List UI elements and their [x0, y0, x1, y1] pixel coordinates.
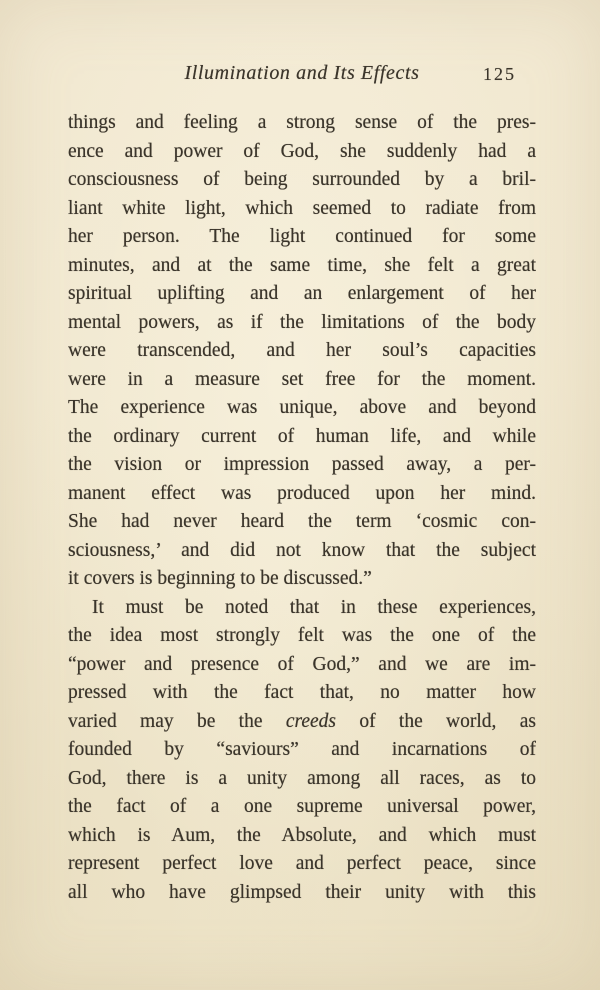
paragraph	[68, 109, 536, 594]
text-segment: “power and presence of God,” and we are im-	[68, 653, 536, 675]
text-segment: minutes, and at the same time, she felt a great	[68, 254, 536, 276]
text-segment: were in a measure set free for the moment.	[68, 368, 536, 390]
page-content	[68, 60, 536, 907]
page-header	[68, 60, 536, 88]
text-segment: It must be noted that in these experiences,	[92, 596, 536, 618]
text-segment: ence and power of God, she suddenly had a	[68, 140, 536, 162]
text-line	[68, 850, 536, 879]
text-segment: sciousness,’ and did not know that the subject	[68, 539, 536, 561]
text-line	[68, 109, 536, 138]
text-line	[68, 651, 536, 680]
text-segment: God, there is a unity among all races, as to	[68, 767, 536, 789]
text-segment: represent perfect love and perfect peace, since	[68, 853, 536, 874]
text-line	[68, 309, 536, 338]
text-segment: liant white light, which seemed to radiate from	[68, 197, 536, 219]
text-segment: spiritual uplifting and an enlargement of her	[68, 283, 536, 304]
text-segment: her person. The light continued for some	[68, 226, 536, 247]
text-line	[68, 366, 536, 395]
running-title: Illumination and Its Effects	[184, 62, 420, 84]
text-line	[68, 451, 536, 480]
text-line	[68, 765, 536, 794]
text-line	[68, 622, 536, 651]
text-segment: varied may be the	[68, 710, 286, 732]
text-segment: pressed with the fact that, no matter how	[68, 682, 536, 703]
text-segment: the ordinary current of human life, and while	[68, 425, 536, 447]
text-line	[68, 736, 536, 765]
page-body	[68, 109, 536, 907]
text-segment: the idea most strongly felt was the one of the	[68, 625, 536, 646]
text-line	[68, 166, 536, 195]
text-line	[68, 822, 536, 851]
text-segment: it covers is beginning to be discussed.”	[68, 568, 372, 589]
text-segment: founded by “saviours” and incarnations of	[68, 739, 536, 760]
text-segment: the vision or impression passed away, a per-	[68, 454, 536, 475]
text-line	[68, 679, 536, 708]
paragraph	[68, 594, 536, 908]
text-segment: consciousness of being surrounded by a bril-	[68, 169, 536, 190]
text-line	[68, 138, 536, 167]
text-line	[68, 337, 536, 366]
text-line	[68, 223, 536, 252]
text-line	[68, 195, 536, 224]
page-number: 125	[483, 64, 516, 84]
text-line	[68, 480, 536, 509]
text-segment: She had never heard the term ‘cosmic con-	[68, 511, 536, 532]
text-segment: which is Aum, the Absolute, and which must	[68, 824, 536, 846]
text-line	[68, 537, 536, 566]
text-line	[68, 508, 536, 537]
text-segment: all who have glimpsed their unity with this	[68, 881, 536, 903]
text-line	[68, 423, 536, 452]
text-segment: of the world, as	[336, 710, 536, 732]
text-line	[68, 594, 536, 623]
text-line	[68, 252, 536, 281]
text-segment: manent effect was produced upon her mind.	[68, 482, 536, 504]
text-line	[68, 280, 536, 309]
text-line	[68, 394, 536, 423]
text-segment: were transcended, and her soul’s capacities	[68, 340, 536, 361]
text-segment: the fact of a one supreme universal power,	[68, 796, 536, 817]
text-line	[68, 879, 536, 908]
italic-text: creeds	[285, 710, 336, 732]
text-line	[68, 708, 536, 737]
text-segment: things and feeling a strong sense of the pres-	[68, 112, 536, 133]
text-segment: mental powers, as if the limitations of the body	[68, 311, 536, 333]
text-segment: The experience was unique, above and beyond	[68, 397, 536, 418]
text-line	[68, 793, 536, 822]
text-line	[68, 565, 536, 594]
